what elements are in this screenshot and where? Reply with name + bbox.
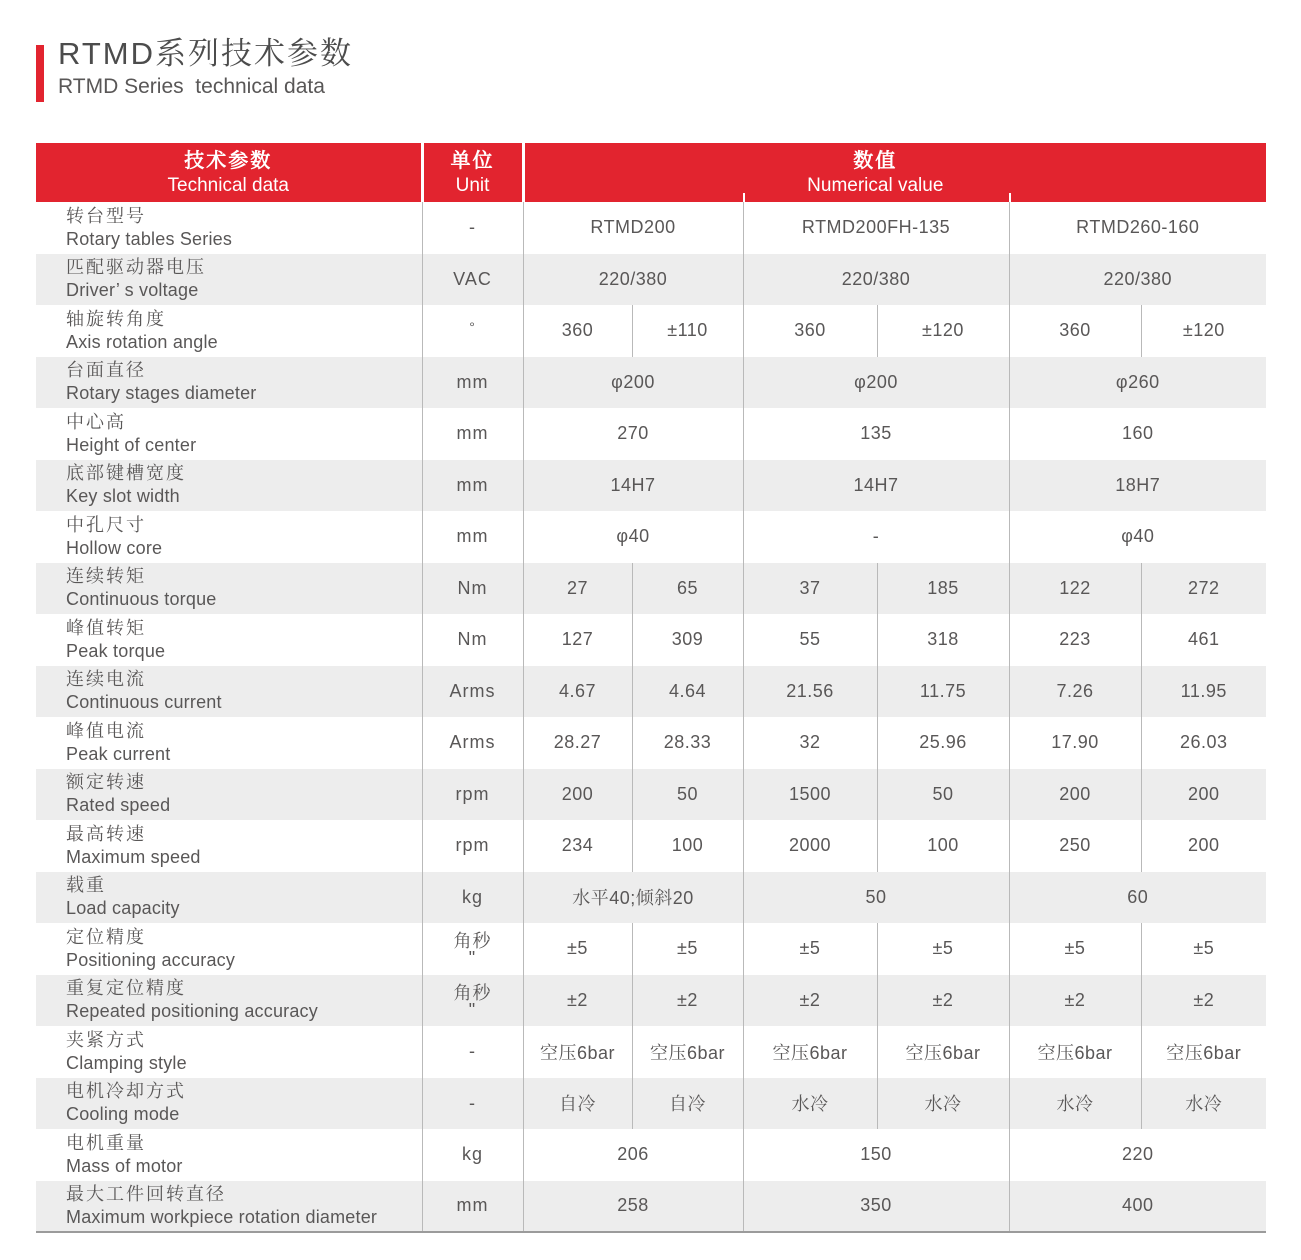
value-cell: 220/380 [743,254,1009,306]
param-label-en: Rotary stages diameter [66,383,257,404]
value-cell: ±120 [1182,320,1225,341]
param-cell [36,408,422,460]
value-cell: φ200 [523,357,743,409]
param-label-en: Rotary tables Series [66,228,233,249]
header-unit [422,143,523,202]
param-cell [36,563,422,615]
value-cell: 206 [523,1129,743,1181]
value-cell: 28.27 [523,717,632,769]
value-cell: 37 [743,563,877,615]
param-label-en: Maximum speed [66,846,201,867]
value-cell: 25.96 [877,717,1009,769]
table-row [36,717,1266,769]
param-label-en: Peak torque [66,640,166,661]
param-label-en: Repeated positioning accuracy [66,1001,318,1022]
param-cell [36,1026,422,1078]
value-cell: 50 [743,872,1009,924]
table-row [36,305,1266,357]
value-cell: 400 [1122,1195,1154,1216]
table-row [36,1129,1266,1181]
value-cell: 空压6bar [523,1026,632,1078]
unit-text: mm [456,1195,489,1216]
param-label-zh: 电机冷却方式 [66,1081,186,1102]
value-cell: 水冷 [877,1078,1009,1130]
value-cell: 11.75 [877,666,1009,718]
value-cell: 250 [1009,820,1141,872]
value-cell: 234 [523,820,632,872]
value-cell: 200 [1188,783,1220,804]
unit-cell [422,1078,523,1130]
param-label-zh: 中心高 [66,411,126,432]
table-row [36,460,1266,512]
unit-cell [422,254,523,306]
value-cell: 28.33 [632,717,743,769]
param-label-zh: 峰值电流 [66,720,146,741]
table-row [36,357,1266,409]
value-cell: 11.95 [1180,680,1227,701]
param-label-zh: 电机重量 [66,1132,146,1153]
value-cell: 100 [877,820,1009,872]
value-cell: 160 [1122,423,1154,444]
value-cell: ±2 [877,975,1009,1027]
value-cell: ±5 [632,923,743,975]
unit-text: mm [456,371,489,392]
value-cell: ±2 [1009,975,1141,1027]
value-cell: 50 [632,769,743,821]
unit-text: 角秒 [453,931,492,952]
title-accent-bar [36,45,44,102]
param-label-zh: 底部键槽宽度 [66,463,186,484]
param-label-zh: 轴旋转角度 [66,308,166,329]
unit-text: Arms [449,680,496,701]
unit-cell [422,717,523,769]
unit-symbol: " [468,948,477,969]
param-cell [36,1078,422,1130]
value-cell: 水冷 [1185,1094,1223,1115]
table-header-row [36,143,1266,202]
unit-text: rpm [455,783,490,804]
value-cell: 220 [1122,1144,1154,1165]
header-technical-data-zh: 技术参数 [184,150,273,172]
param-label-en: Peak current [66,743,171,764]
value-cell: 65 [632,563,743,615]
param-cell [36,460,422,512]
param-cell [36,666,422,718]
param-label-zh: 连续电流 [66,669,146,690]
value-cell: 7.26 [1009,666,1141,718]
param-label-en: Load capacity [66,898,180,919]
unit-text: mm [456,474,489,495]
value-cell: φ260 [1115,371,1160,392]
page-title-en: RTMD Series technical data [58,75,325,98]
value-cell: 185 [877,563,1009,615]
value-cell: 空压6bar [743,1026,877,1078]
value-cell: 258 [523,1181,743,1233]
param-label-en: Axis rotation angle [66,331,218,352]
page-title-zh: RTMD系列技术参数 [58,36,353,71]
param-label-en: Continuous torque [66,589,217,610]
unit-cell [422,357,523,409]
param-label-zh: 额定转速 [66,772,146,793]
value-cell: 21.56 [743,666,877,718]
param-cell [36,769,422,821]
table-row [36,769,1266,821]
unit-text: VAC [453,268,492,289]
unit-text: - [469,217,476,238]
unit-cell [422,1026,523,1078]
param-label-en: Hollow core [66,537,163,558]
param-label-zh: 夹紧方式 [66,1029,146,1050]
value-cell: 4.64 [632,666,743,718]
value-cell: 空压6bar [632,1026,743,1078]
table-row [36,666,1266,718]
unit-cell [422,460,523,512]
page-title-block [58,34,353,100]
value-cell: 32 [743,717,877,769]
value-cell: 127 [523,614,632,666]
value-cell: 27 [523,563,632,615]
param-label-en: Mass of motor [66,1155,183,1176]
param-cell [36,820,422,872]
value-cell: 122 [1009,563,1141,615]
value-cell: 1500 [743,769,877,821]
param-label-en: Cooling mode [66,1104,180,1125]
value-cell: ±2 [1193,989,1215,1010]
unit-cell [422,563,523,615]
table-row [36,1078,1266,1130]
value-cell: 自冷 [523,1078,632,1130]
value-cell: 60 [1127,886,1149,907]
param-label-en: Continuous current [66,692,222,713]
value-cell: 360 [523,305,632,357]
unit-cell [422,923,523,975]
value-cell: 135 [743,408,1009,460]
value-cell: 200 [523,769,632,821]
param-label-zh: 峰值转矩 [66,617,146,638]
param-label-zh: 最大工件回转直径 [66,1183,226,1204]
value-cell: ±2 [632,975,743,1027]
param-label-zh: 重复定位精度 [66,978,186,999]
unit-cell [422,202,523,254]
header-numerical-value-zh: 数值 [853,150,898,172]
param-label-en: Clamping style [66,1052,187,1073]
value-cell: ±120 [877,305,1009,357]
value-cell: ±5 [877,923,1009,975]
value-cell: 空压6bar [1009,1026,1141,1078]
value-cell: 223 [1009,614,1141,666]
param-cell [36,975,422,1027]
unit-cell [422,1181,523,1233]
value-cell: 50 [877,769,1009,821]
value-cell: 55 [743,614,877,666]
value-cell: ±5 [1193,938,1215,959]
value-cell: 272 [1188,577,1220,598]
value-cell: φ40 [1121,526,1155,547]
header-technical-data-en: Technical data [167,175,289,196]
unit-text: rpm [455,835,490,856]
value-cell: φ40 [523,511,743,563]
table-row [36,563,1266,615]
value-cell: 空压6bar [1166,1042,1242,1063]
header-column-separator [743,193,745,202]
param-label-zh: 连续转矩 [66,566,146,587]
param-label-en: Driver’ s voltage [66,280,199,301]
value-cell: - [743,511,1009,563]
param-cell [36,614,422,666]
header-numerical-value-en: Numerical value [807,175,944,196]
spec-table [36,143,1266,1233]
value-cell: RTMD200 [523,202,743,254]
table-row [36,975,1266,1027]
param-cell [36,1181,422,1233]
value-cell: 461 [1188,629,1220,650]
table-row [36,923,1266,975]
param-cell [36,1129,422,1181]
unit-cell [422,975,523,1027]
unit-cell [422,872,523,924]
param-cell [36,923,422,975]
value-cell: 318 [877,614,1009,666]
header-unit-zh: 单位 [450,150,495,172]
table-row [36,1026,1266,1078]
param-cell [36,357,422,409]
value-cell: 200 [1188,835,1220,856]
unit-cell [422,511,523,563]
unit-text: 角秒 [453,982,492,1003]
param-label-en: Key slot width [66,486,180,507]
unit-text: - [469,1092,476,1113]
unit-text: mm [456,423,489,444]
unit-text: kg [461,886,483,907]
value-cell: ±2 [523,975,632,1027]
unit-text: mm [456,526,489,547]
param-label-zh: 台面直径 [66,360,146,381]
value-cell: ±2 [743,975,877,1027]
unit-text: Nm [457,629,488,650]
unit-cell [422,666,523,718]
header-column-separator [1009,193,1011,202]
unit-cell [422,614,523,666]
param-label-zh: 载重 [66,875,106,896]
table-row [36,614,1266,666]
value-cell: ±5 [523,923,632,975]
param-cell [36,511,422,563]
unit-symbol: " [468,999,477,1020]
value-cell: 360 [743,305,877,357]
param-cell [36,872,422,924]
param-label-en: Rated speed [66,795,171,816]
value-cell: 水冷 [1009,1078,1141,1130]
value-cell: ±5 [743,923,877,975]
header-technical-data [36,143,422,202]
value-cell: ±110 [632,305,743,357]
table-row [36,511,1266,563]
unit-text: Arms [449,732,496,753]
table-row [36,872,1266,924]
unit-text: kg [461,1144,483,1165]
unit-cell [422,305,523,357]
unit-cell [422,408,523,460]
value-cell: φ200 [743,357,1009,409]
value-cell: 150 [743,1129,1009,1181]
param-cell [36,202,422,254]
param-label-zh: 匹配驱动器电压 [66,257,206,278]
unit-text: Nm [457,577,488,598]
header-numerical-value [523,143,1266,202]
unit-text: ° [469,319,476,336]
value-cell: 水平40;倾斜20 [523,872,743,924]
table-row [36,408,1266,460]
table-row [36,202,1266,254]
unit-cell [422,820,523,872]
value-cell: 2000 [743,820,877,872]
value-cell: 100 [632,820,743,872]
value-cell: 220/380 [523,254,743,306]
value-cell: 350 [743,1181,1009,1233]
unit-cell [422,769,523,821]
param-label-zh: 定位精度 [66,926,146,947]
param-label-en: Height of center [66,434,197,455]
value-cell: 26.03 [1180,732,1228,753]
value-cell: 200 [1009,769,1141,821]
value-cell: 水冷 [743,1078,877,1130]
param-cell [36,305,422,357]
value-cell: 270 [523,408,743,460]
value-cell: 220/380 [1103,268,1173,289]
value-cell: RTMD200FH-135 [743,202,1009,254]
value-cell: 360 [1009,305,1141,357]
table-row [36,820,1266,872]
param-label-en: Maximum workpiece rotation diameter [66,1206,378,1227]
value-cell: 18H7 [1115,474,1161,495]
param-label-zh: 最高转速 [66,823,146,844]
value-cell: 309 [632,614,743,666]
table-row [36,1181,1266,1233]
value-cell: 自冷 [632,1078,743,1130]
table-row [36,254,1266,306]
value-cell: 空压6bar [877,1026,1009,1078]
value-cell: RTMD260-160 [1076,217,1200,238]
header-unit-en: Unit [455,175,490,196]
unit-text: - [469,1041,476,1062]
param-cell [36,254,422,306]
param-label-zh: 中孔尺寸 [66,514,146,535]
value-cell: 14H7 [743,460,1009,512]
value-cell: ±5 [1009,923,1141,975]
value-cell: 4.67 [523,666,632,718]
value-cell: 14H7 [523,460,743,512]
value-cell: 17.90 [1009,717,1141,769]
header-numerical-value-wrap [525,148,1267,197]
param-cell [36,717,422,769]
param-label-en: Positioning accuracy [66,949,236,970]
unit-cell [422,1129,523,1181]
param-label-zh: 转台型号 [66,205,146,226]
